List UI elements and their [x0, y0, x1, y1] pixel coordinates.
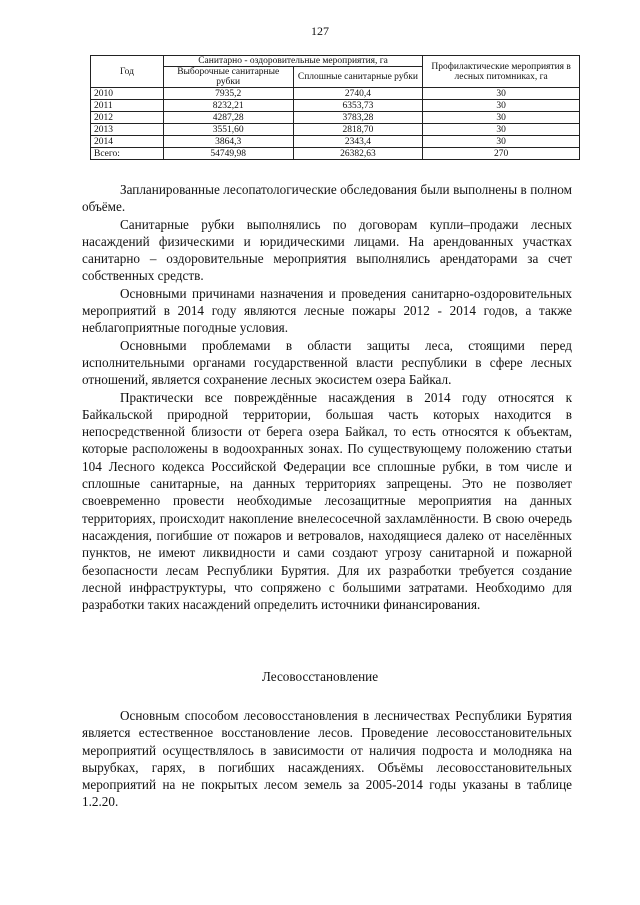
table-row [91, 124, 580, 136]
table-row [91, 112, 580, 124]
cell-year: 2010 [91, 88, 164, 100]
page-number: 127 [311, 24, 329, 38]
paragraph: Основным способом лесовосстановления в лесничествах Республики Бурятия является естественное восстановление лесов. Проведение лесовосстановительных мероприятий осуществлялось в зависимости от наличия подроста и молодняка на вырубках, гарях, в погибших насаждениях. Объёмы лесовосстановительных мероприятий на не покрытых лесом земель за 2005-2014 годы указаны в таблице 1.2.20. [82, 708, 572, 810]
paragraph: Основными причинами назначения и проведения санитарно-оздоровительных мероприятий в 2014 году являются лесные пожары 2012 - 2014 годов, а также неблагоприятные погодные условия. [82, 285, 572, 336]
section-heading: Лесовосстановление [261, 669, 379, 684]
cell-selective: 3864,3 [163, 136, 293, 148]
header-year: Год [91, 56, 164, 88]
cell-year: 2011 [91, 100, 164, 112]
cell-continuous: 2740,4 [293, 88, 423, 100]
body-text [82, 181, 572, 613]
cell-selective: 8232,21 [163, 100, 293, 112]
cell-preventive: 30 [423, 88, 580, 100]
cell-selective: 54749,98 [163, 148, 293, 160]
header-continuous: Сплошные санитарные рубки [293, 67, 423, 88]
cell-selective: 3551,60 [163, 124, 293, 136]
cell-preventive: 270 [423, 148, 580, 160]
paragraph: Практически все повреждённые насаждения в 2014 году относятся к Байкальской природной территории, большая часть которых находится в непосредственной близости от берега озера Байкал, то есть относятся к объектам, которые расположены в водоохранных зонах. По существующему положению статьи 104 Лесного кодекса Российской Федерации все сплошные рубки, в том числе и сплошные санитарные, на данных территориях запрещены. Это не позволяет своевременно провести необходимые лесозащитные мероприятия на данных территориях, происходит накопление внелесосечной захламлённости. В свою очередь насаждения, погибшие от пожаров и ветровалов, находящиеся далеко от населённых пунктов, не имеют ликвидности и сами создают угрозу санитарной и пожарной безопасности лесам Республики Бурятия. Для их разработки требуется создание лесной инфраструктуры, что сопряжено с большими затратами. Необходимо для разработки таких насаждений определить источники финансирования. [82, 389, 572, 613]
cell-continuous: 2343,4 [293, 136, 423, 148]
cell-continuous: 2818,70 [293, 124, 423, 136]
header-sanitary-group: Санитарно - оздоровительные мероприятия, га [163, 56, 422, 67]
table-row-total [91, 148, 580, 160]
cell-preventive: 30 [423, 136, 580, 148]
paragraph: Санитарные рубки выполнялись по договорам купли–продажи лесных насаждений физическими и юридическими лицами. На арендованных участках санитарно – оздоровительные мероприятия выполнялись арендаторами за счет собственных средств. [82, 216, 572, 284]
cell-continuous: 3783,28 [293, 112, 423, 124]
cell-continuous: 6353,73 [293, 100, 423, 112]
table-row [91, 88, 580, 100]
paragraph: Запланированные лесопатологические обследования были выполнены в полном объёме. [82, 182, 572, 215]
paragraph: Основными проблемами в области защиты леса, стоящими перед исполнительными органами государственной власти республики в сфере лесных отношений, является сохранение лесных экосистем озера Байкал. [82, 337, 572, 388]
cell-continuous: 26382,63 [293, 148, 423, 160]
cell-selective: 7935,2 [163, 88, 293, 100]
cell-preventive: 30 [423, 112, 580, 124]
cell-preventive: 30 [423, 124, 580, 136]
header-preventive: Профилактические мероприятия в лесных питомниках, га [423, 56, 580, 88]
cell-year: 2014 [91, 136, 164, 148]
sanitary-measures-table [90, 55, 580, 160]
cell-year: 2012 [91, 112, 164, 124]
cell-year: 2013 [91, 124, 164, 136]
cell-selective: 4287,28 [163, 112, 293, 124]
cell-preventive: 30 [423, 100, 580, 112]
header-selective: Выборочные санитарные рубки [163, 67, 293, 88]
section-body-text [82, 707, 572, 811]
table-row [91, 100, 580, 112]
cell-year: Всего: [91, 148, 164, 160]
table-row [91, 136, 580, 148]
